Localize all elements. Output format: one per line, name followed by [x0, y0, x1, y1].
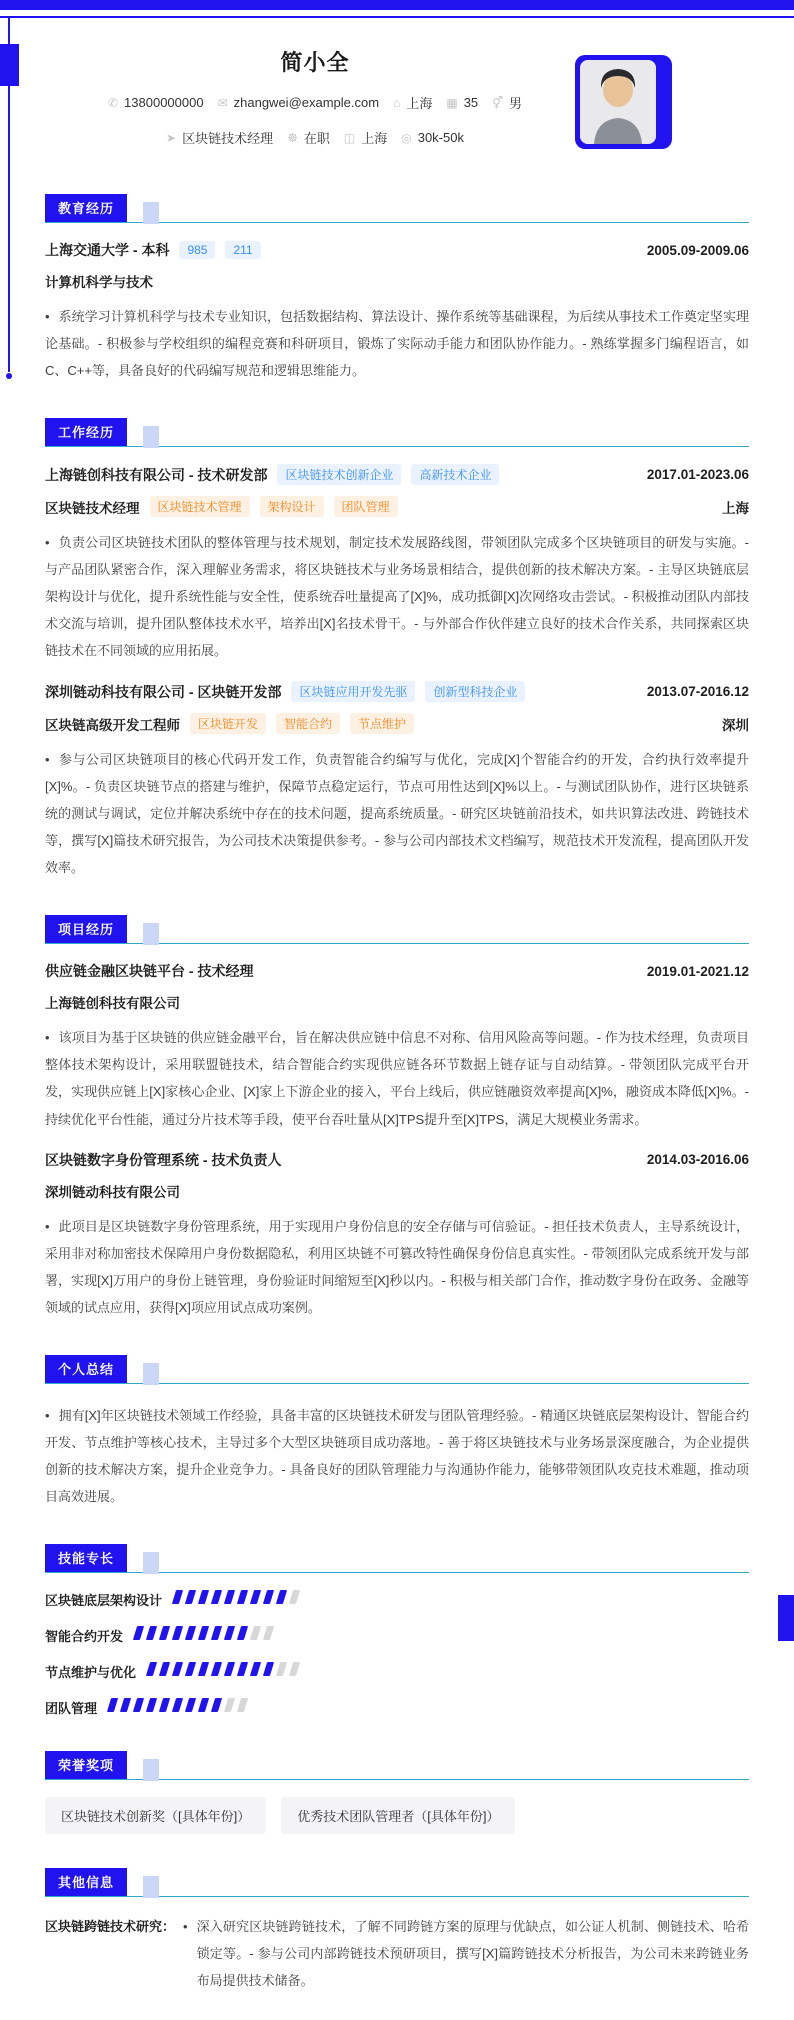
skill-segment-empty [237, 1698, 248, 1712]
skill-segment-filled [120, 1698, 131, 1712]
role-tag: 架构设计 [260, 496, 324, 517]
project-date: 2019.01-2021.12 [646, 963, 749, 979]
skill-name: 智能合约开发 [45, 1628, 124, 1644]
project-entry [45, 1150, 749, 1321]
section-badge-shadow [143, 1552, 159, 1574]
skill-name: 区块链底层架构设计 [45, 1592, 163, 1608]
skill-level-bar [109, 1698, 252, 1717]
section-title: 个人总结 [45, 1355, 127, 1383]
skill-row [45, 1698, 749, 1717]
contact-phone [108, 95, 204, 110]
age-icon: ▦ [446, 95, 458, 110]
contact-email [218, 95, 380, 110]
skill-name: 节点维护与优化 [45, 1664, 137, 1680]
work-description: • 负责公司区块链技术团队的整体管理与技术规划，制定技术发展路线图，带领团队完成多个区块链项目的研发与实施。- 与产品团队紧密合作，深入理解业务需求，将区块链技术与业务场景相结合，提供创新的技术解决方案。- 主导区块链底层架构设计与优化，提升系统性能与安全性，使系统吞吐量提高了[X]%，成功抵御[X]次网络攻击尝试。- 积极推动团队内部技术交流与培训，提升团队整体技术水平，培养出[X]名技术骨干。- 与外部合作伙伴建立良好的技术合作关系，共同探索区块链技术在不同领域的应用拓展。 [45, 535, 749, 659]
home-city-value: 上海 [406, 96, 433, 111]
job-status-value: 在职 [303, 131, 330, 146]
company-tag: 高新技术企业 [411, 464, 499, 485]
section-header [45, 1868, 749, 1897]
project-description: • 此项目是区块链数字身份管理系统，用于实现用户身份信息的安全存储与可信验证。- 担任技术负责人，主导系统设计，采用非对称加密技术保障用户身份数据隐私，利用区块链不可篡改特性确保身份信息真实性。- 带领团队完成系统开发与部署，实现[X]万用户的身份上链管理，身份验证时间缩短至[X]秒以内。- 积极与相关部门合作，推动数字身份在政务、金融等领域的试点应用，获得[X]项应用试点成功案例。 [45, 1218, 749, 1315]
contact-target-position [166, 128, 273, 147]
gender-value: 男 [509, 96, 523, 111]
skill-segment-filled [198, 1590, 209, 1604]
school-tag: 211 [225, 241, 260, 259]
skill-segment-empty [289, 1662, 300, 1676]
skill-segment-filled [211, 1626, 222, 1640]
education-date: 2005.09-2009.06 [646, 242, 749, 258]
skill-segment-filled [146, 1698, 157, 1712]
other-info-description: 深入研究区块链跨链技术，了解不同跨链方案的原理与优缺点，如公证人机制、侧链技术、哈希锁定等。- 参与公司内部跨链技术预研项目，撰写[X]篇跨链技术分析报告，为公司未来跨链业务布局提供技术储备。 [196, 1918, 749, 1988]
role-tag: 节点维护 [350, 713, 414, 734]
skill-segment-filled [224, 1590, 235, 1604]
honor-item: 区块链技术创新奖（[具体年份]） [45, 1797, 266, 1834]
work-description: • 参与公司区块链项目的核心代码开发工作，负责智能合约编写与优化，完成[X]个智能合约的开发，合约执行效率提升[X]%。- 负责区块链节点的搭建与维护，保障节点稳定运行，节点可用性达到[X]%以上。- 与测试团队协作，进行区块链系统的测试与调试，定位并解决系统中存在的技术问题，提高系统质量。- 研究区块链前沿技术，如共识算法改进、跨链技术等，撰写[X]篇技术研究报告，为公司技术决策提供参考。- 参与公司内部技术文档编写，规范技术开发流程，提高团队开发效率。 [45, 752, 749, 876]
work-date: 2017.01-2023.06 [646, 467, 749, 483]
role-tag: 智能合约 [276, 713, 340, 734]
skill-segment-filled [159, 1662, 170, 1676]
skill-segment-filled [237, 1626, 248, 1640]
role-tag: 区块链开发 [190, 713, 266, 734]
skill-segment-filled [185, 1590, 196, 1604]
profile-photo-frame [575, 55, 672, 149]
role-tag: 团队管理 [334, 496, 398, 517]
age-value: 35 [463, 95, 479, 110]
skill-segment-filled [172, 1626, 183, 1640]
skill-segment-filled [185, 1626, 196, 1640]
contact-gender [492, 93, 522, 112]
skill-segment-filled [185, 1662, 196, 1676]
skill-row [45, 1662, 749, 1681]
project-entry [45, 961, 749, 1132]
skills-list [45, 1590, 749, 1717]
contact-job-status [287, 128, 330, 147]
company-name: 上海链创科技有限公司 - 技术研发部 [45, 466, 268, 483]
summary-description: • 拥有[X]年区块链技术领域工作经验，具备丰富的区块链技术研发与团队管理经验。- 精通区块链底层架构设计、智能合约开发、节点维护等核心技术，主导过多个大型区块链项目成功落地。- 善于将区块链技术与业务场景深度融合，为企业提供创新的技术解决方案，提升企业竞争力。- 具备良好的团队管理能力与沟通协作能力，能够带领团队攻克技术难题，推动项目高效进展。 [45, 1407, 749, 1504]
skill-segment-filled [250, 1662, 261, 1676]
company-tag: 创新型科技企业 [425, 681, 525, 702]
skill-segment-empty [289, 1590, 300, 1604]
job-title: 区块链技术经理 [45, 500, 140, 516]
skill-segment-filled [107, 1698, 118, 1712]
bullet: • [45, 1030, 50, 1046]
contact-row-1 [45, 93, 585, 112]
project-date: 2014.03-2016.06 [646, 1152, 749, 1168]
section-header [45, 915, 749, 944]
resume-content [0, 194, 794, 2020]
work-date: 2013.07-2016.12 [646, 684, 749, 700]
skill-segment-empty [276, 1662, 287, 1676]
skill-segment-filled [172, 1662, 183, 1676]
contact-row-2 [45, 128, 585, 147]
skill-segment-filled [133, 1698, 144, 1712]
skill-row [45, 1626, 749, 1645]
project-company: 深圳链动科技有限公司 [45, 1184, 180, 1200]
education-entry [45, 240, 749, 384]
target-position-icon: ➤ [166, 130, 177, 145]
section-title: 其他信息 [45, 1868, 127, 1896]
company-tag: 区块链应用开发先驱 [291, 681, 415, 702]
education-description: • 系统学习计算机科学与技术专业知识，包括数据结构、算法设计、操作系统等基础课程，为后续从事技术工作奠定坚实理论基础。- 积极参与学校组织的编程竞赛和科研项目，锻炼了实际动手能力和团队协作能力。- 熟练掌握多门编程语言，如C、C++等，具备良好的代码编写规范和逻辑思维能力。 [45, 309, 749, 379]
section-header [45, 194, 749, 223]
section-education [45, 194, 749, 384]
skill-segment-filled [133, 1626, 144, 1640]
skill-segment-filled [250, 1590, 261, 1604]
avatar [580, 60, 656, 144]
section-title: 项目经历 [45, 915, 127, 943]
candidate-name: 简小全 [280, 50, 350, 75]
section-badge-shadow [143, 202, 159, 224]
section-honors [45, 1751, 749, 1834]
section-work [45, 418, 749, 881]
section-badge-shadow [143, 923, 159, 945]
honor-list [45, 1797, 749, 1834]
section-header [45, 1751, 749, 1780]
project-description: • 该项目为基于区块链的供应链金融平台，旨在解决供应链中信息不对称、信用风险高等问题。- 作为技术经理，负责项目整体技术架构设计，采用联盟链技术，结合智能合约实现供应链各环节数据上链存证与自动结算。- 带领团队完成平台开发，实现供应链上[X]家核心企业、[X]家上下游企业的接入，平台上线后，供应链融资效率提高[X]%，融资成本降低[X]%。- 持续优化平台性能，通过分片技术等手段，使平台吞吐量从[X]TPS提升至[X]TPS，满足大规模业务需求。 [45, 1030, 749, 1127]
resume-header [0, 0, 794, 160]
skill-segment-filled [146, 1626, 157, 1640]
skill-segment-filled [172, 1590, 183, 1604]
contact-salary [401, 130, 464, 145]
skill-segment-filled [263, 1662, 274, 1676]
bottom-right-decoration [778, 1595, 794, 1641]
skill-segment-filled [237, 1590, 248, 1604]
skill-segment-filled [211, 1590, 222, 1604]
section-badge-shadow [143, 1876, 159, 1898]
work-entry [45, 681, 749, 881]
skill-segment-filled [211, 1662, 222, 1676]
project-company: 上海链创科技有限公司 [45, 996, 180, 1012]
project-name: 区块链数字身份管理系统 - 技术负责人 [45, 1151, 282, 1168]
skill-segment-filled [198, 1698, 209, 1712]
skill-segment-filled [159, 1626, 170, 1640]
other-info-label: 区块链跨链技术研究： [45, 1918, 176, 1934]
email-value: zhangwei@example.com [233, 95, 380, 110]
mail-icon: ✉ [217, 95, 228, 110]
section-badge-shadow [143, 1363, 159, 1385]
skill-level-bar [174, 1590, 304, 1609]
home-icon: ⌂ [393, 95, 401, 110]
job-status-icon: ☸ [287, 130, 298, 145]
section-title: 工作经历 [45, 418, 127, 446]
skill-segment-filled [237, 1662, 248, 1676]
bullet: • [45, 1407, 50, 1423]
skill-segment-filled [198, 1662, 209, 1676]
bullet: • [45, 535, 50, 551]
skill-segment-filled [159, 1698, 170, 1712]
skill-segment-filled [263, 1590, 274, 1604]
section-title: 技能专长 [45, 1544, 127, 1572]
project-name: 供应链金融区块链平台 - 技术经理 [45, 963, 254, 980]
skill-level-bar [135, 1626, 278, 1645]
contact-city [344, 128, 387, 147]
skill-segment-filled [185, 1698, 196, 1712]
skill-segment-filled [224, 1626, 235, 1640]
phone-icon: ✆ [107, 95, 119, 110]
bullet: • [45, 1218, 50, 1234]
salary-value: 30k-50k [417, 130, 464, 145]
skill-segment-filled [198, 1626, 209, 1640]
skill-segment-empty [224, 1698, 235, 1712]
company-name: 深圳链动科技有限公司 - 区块链开发部 [45, 683, 282, 700]
section-title: 荣誉奖项 [45, 1751, 127, 1779]
skill-name: 团队管理 [45, 1700, 98, 1716]
section-title: 教育经历 [45, 194, 127, 222]
city-icon: ◫ [343, 130, 356, 145]
phone-value: 13800000000 [124, 95, 204, 110]
skill-segment-filled [146, 1662, 157, 1676]
section-header [45, 418, 749, 447]
school-name: 上海交通大学 - 本科 [45, 242, 170, 258]
major: 计算机科学与技术 [45, 275, 153, 290]
bullet: • [45, 309, 50, 324]
section-header [45, 1544, 749, 1573]
section-skills [45, 1544, 749, 1717]
salary-icon: ◎ [401, 130, 412, 145]
bullet: • [45, 752, 50, 768]
work-entry [45, 464, 749, 664]
section-summary [45, 1355, 749, 1510]
skill-level-bar [148, 1662, 304, 1681]
section-badge-shadow [143, 426, 159, 448]
school-tag: 985 [179, 241, 215, 259]
skill-row [45, 1590, 749, 1609]
other-info-row [45, 1913, 749, 1994]
skill-segment-filled [172, 1698, 183, 1712]
gender-icon: ⚥ [492, 95, 503, 110]
honor-item: 优秀技术团队管理者（[具体年份]） [281, 1797, 515, 1834]
contact-home-city [393, 93, 432, 112]
skill-segment-empty [250, 1626, 261, 1640]
profile-photo [580, 60, 656, 144]
section-badge-shadow [143, 1759, 159, 1781]
role-tag: 区块链技术管理 [150, 496, 250, 517]
skill-segment-empty [263, 1626, 274, 1640]
skill-segment-filled [276, 1590, 287, 1604]
skill-segment-filled [211, 1698, 222, 1712]
target-position-value: 区块链技术经理 [182, 131, 274, 146]
city-value: 上海 [361, 131, 388, 146]
section-header [45, 1355, 749, 1384]
section-other [45, 1868, 749, 2020]
job-title: 区块链高级开发工程师 [45, 717, 180, 733]
work-location: 上海 [722, 500, 749, 516]
skill-segment-filled [224, 1662, 235, 1676]
bullet: • [183, 1918, 188, 1934]
work-location: 深圳 [722, 717, 749, 733]
contact-age [446, 95, 478, 110]
company-tag: 区块链技术创新企业 [277, 464, 401, 485]
section-projects [45, 915, 749, 1320]
